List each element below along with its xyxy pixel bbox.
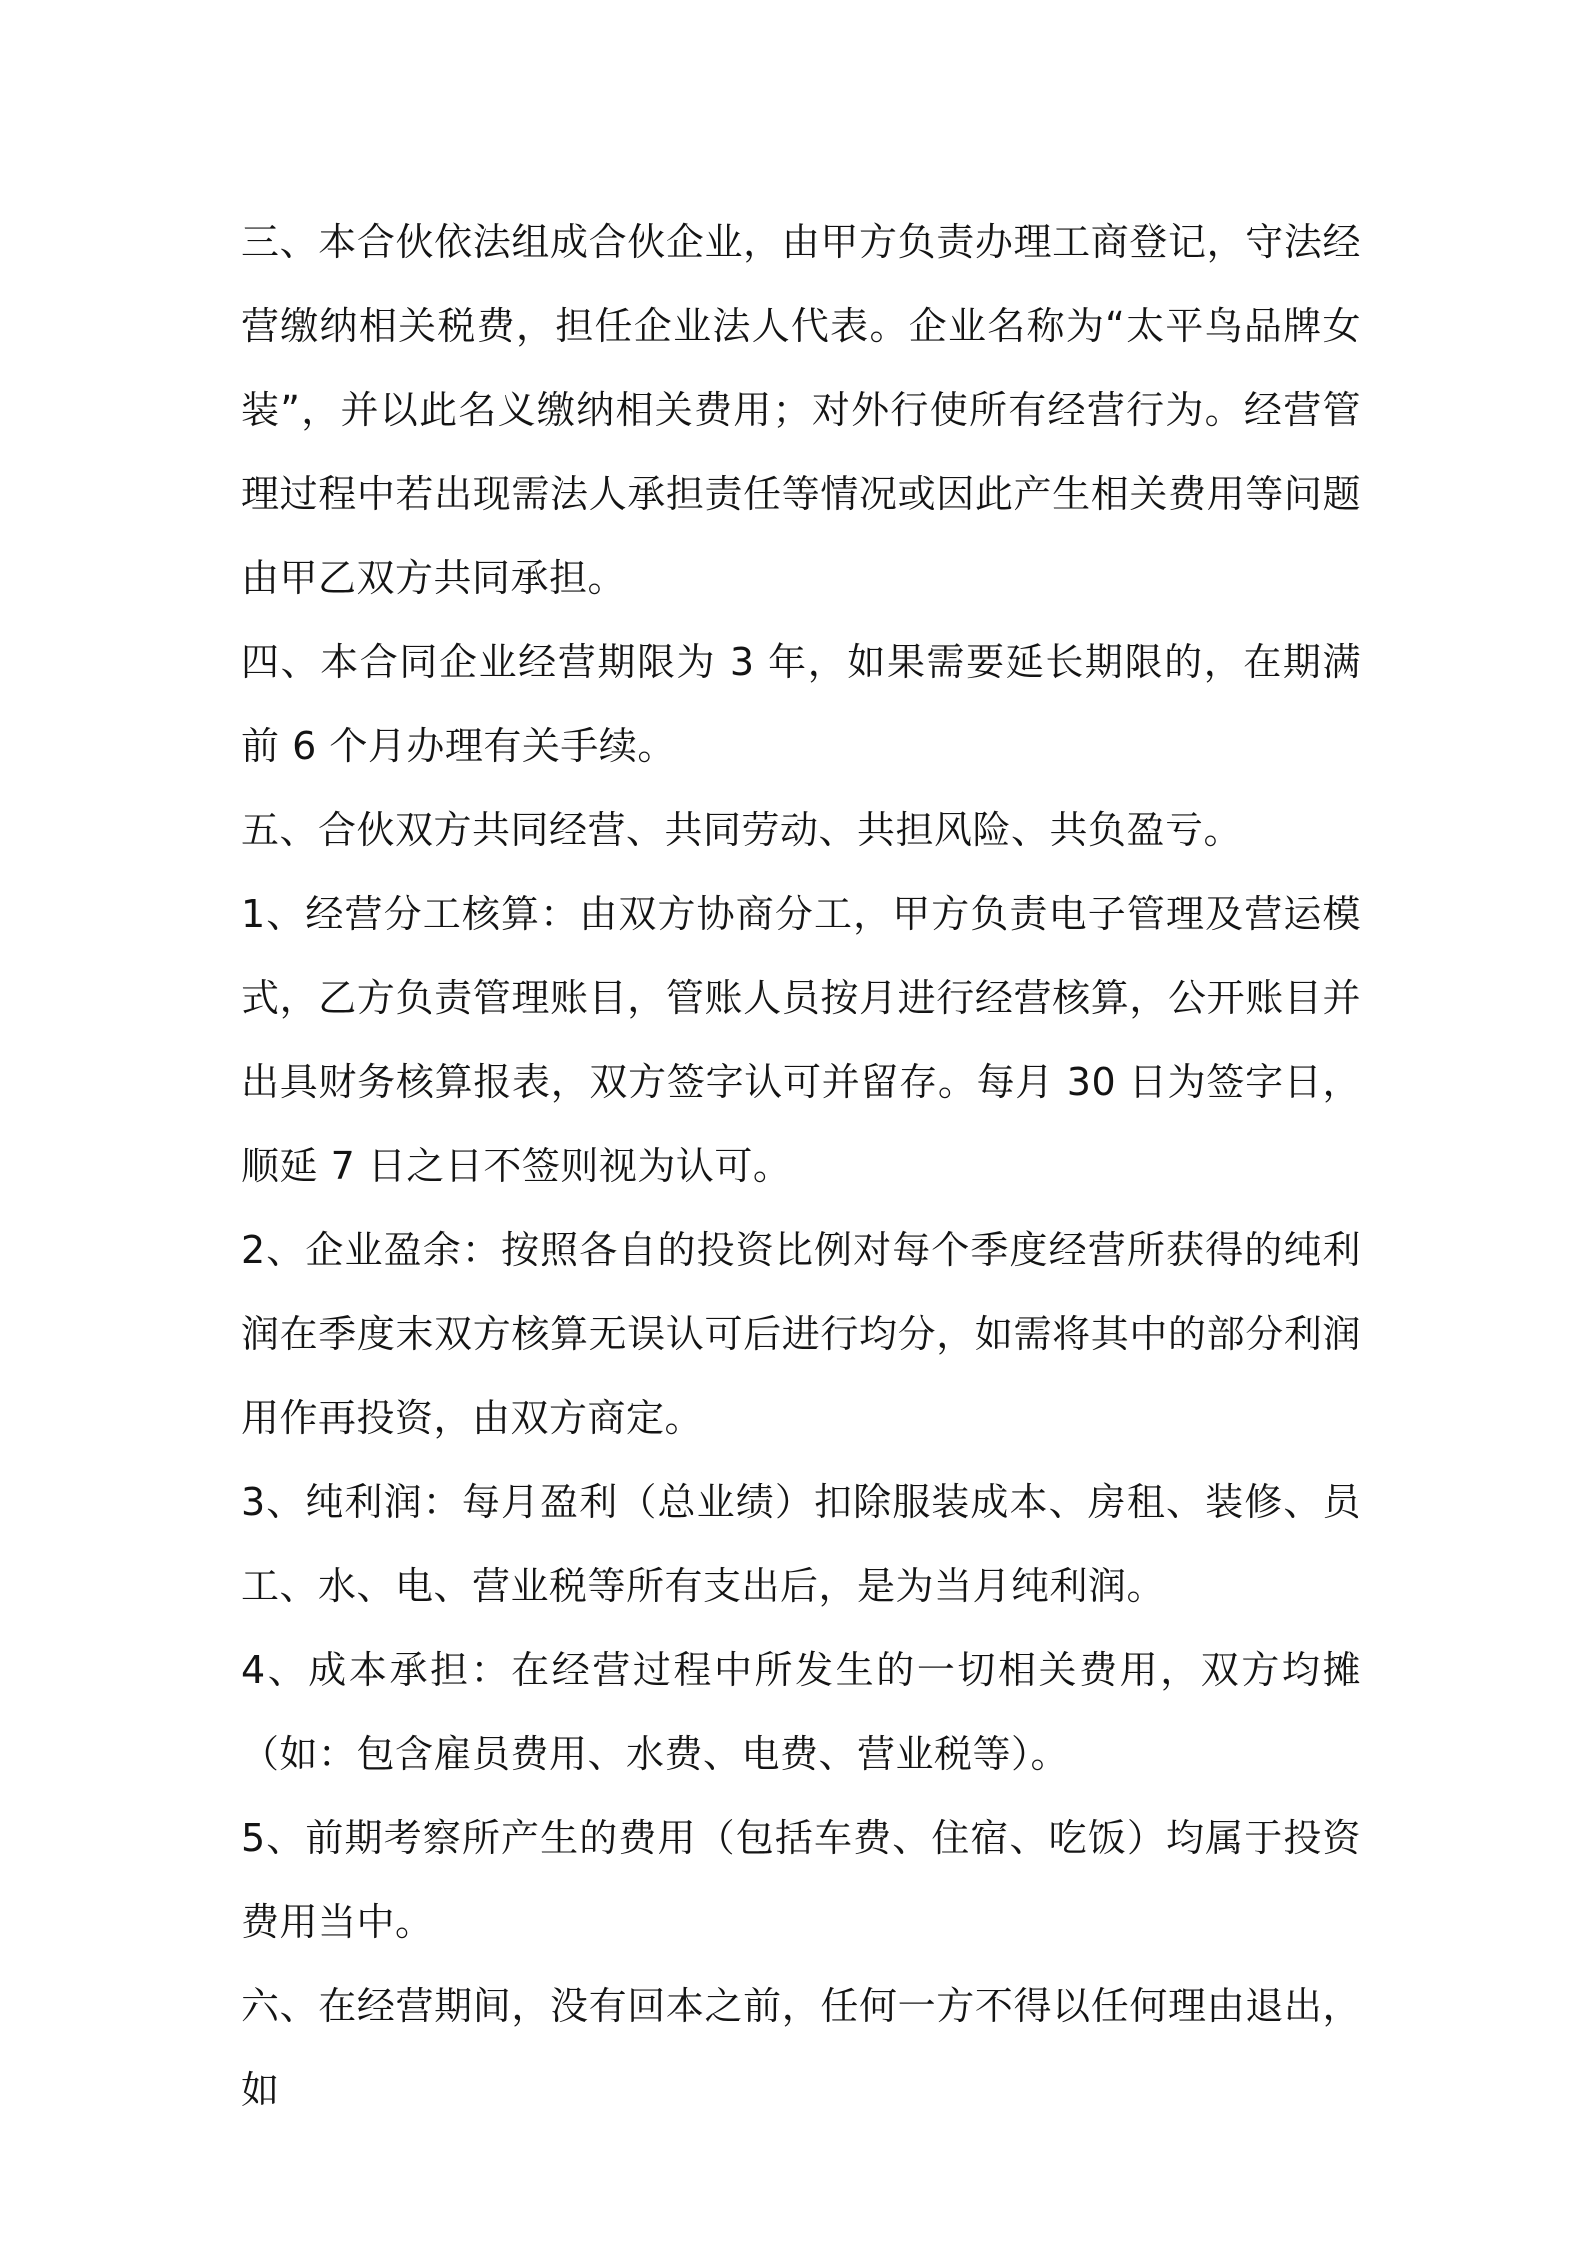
clause-4: 四、本合同企业经营期限为 3 年，如果需要延长期限的，在期满前 6 个月办理有关手续。 xyxy=(241,640,1361,768)
clause-5: 五、合伙双方共同经营、共同劳动、共担风险、共负盈亏。 xyxy=(241,808,1243,852)
clause-5-item-3: 3、纯利润：每月盈利（总业绩）扣除服装成本、房租、装修、员工、水、电、营业税等所有支出后，是为当月纯利润。 xyxy=(241,1480,1361,1608)
document-body xyxy=(241,200,1361,2132)
clause-5-item-5: 5、前期考察所产生的费用（包括车费、住宿、吃饭）均属于投资费用当中。 xyxy=(241,1816,1361,1944)
clause-5-item-2: 2、企业盈余：按照各自的投资比例对每个季度经营所获得的纯利润在季度末双方核算无误认可后进行均分，如需将其中的部分利润用作再投资，由双方商定。 xyxy=(241,1228,1361,1440)
clause-3: 三、本合伙依法组成合伙企业，由甲方负责办理工商登记，守法经营缴纳相关税费，担任企业法人代表。企业名称为“太平鸟品牌女装”，并以此名义缴纳相关费用；对外行使所有经营行为。经营管理过程中若出现需法人承担责任等情况或因此产生相关费用等问题由甲乙双方共同承担。 xyxy=(241,220,1361,600)
clause-6: 六、在经营期间，没有回本之前，任何一方不得以任何理由退出，如 xyxy=(241,1984,1361,2112)
clause-5-item-4: 4、成本承担：在经营过程中所发生的一切相关费用，双方均摊（如：包含雇员费用、水费、电费、营业税等）。 xyxy=(241,1648,1361,1776)
clause-5-item-1: 1、经营分工核算：由双方协商分工，甲方负责电子管理及营运模式，乙方负责管理账目，管账人员按月进行经营核算，公开账目并出具财务核算报表，双方签字认可并留存。每月 30 日为签字日，顺延 7 日之日不签则视为认可。 xyxy=(241,892,1361,1188)
